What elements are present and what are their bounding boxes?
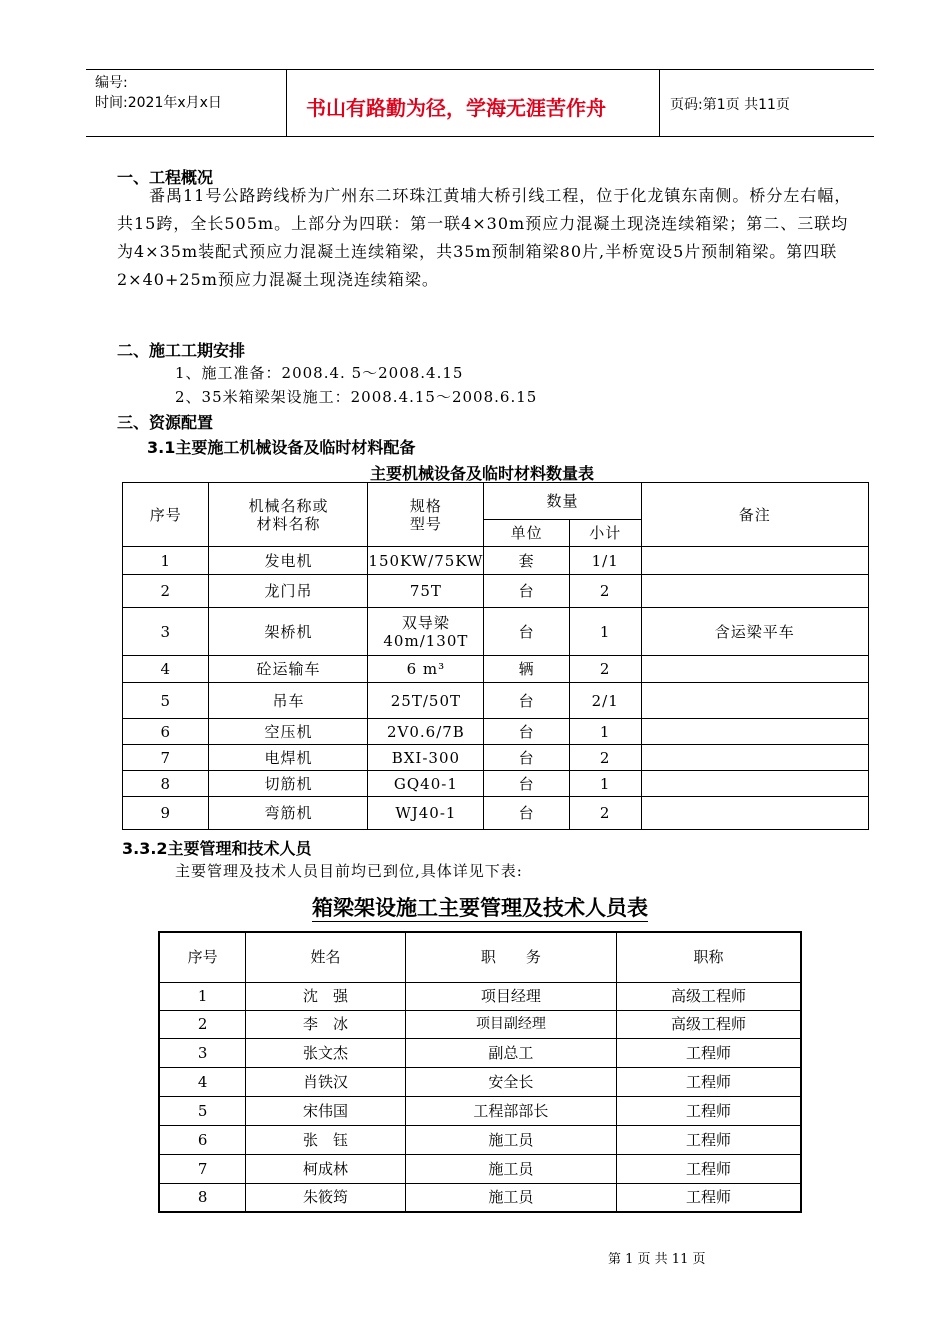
section-3-3-2-title: 3.3.2主要管理和技术人员 bbox=[122, 839, 312, 858]
table-row: 2 李 冰 项目副经理 高级工程师 bbox=[159, 1010, 801, 1038]
th-name: 姓名 bbox=[246, 932, 406, 982]
th-remark: 备注 bbox=[641, 483, 868, 547]
table-row: 1 沈 强 项目经理 高级工程师 bbox=[159, 982, 801, 1010]
equipment-table bbox=[122, 482, 869, 830]
th-no: 序号 bbox=[159, 932, 246, 982]
th-unit: 单位 bbox=[484, 520, 569, 547]
staff-table bbox=[158, 931, 802, 1213]
table-row: 1 发电机 150KW/75KW 套 1/1 bbox=[123, 547, 869, 575]
th-no: 序号 bbox=[123, 483, 209, 547]
table-row: 3 张文杰 副总工 工程师 bbox=[159, 1038, 801, 1067]
th-qty: 数量 bbox=[484, 483, 641, 520]
schedule-item-1: 1、施工准备：2008.4. 5～2008.4.15 bbox=[175, 364, 464, 382]
th-duty: 职 务 bbox=[405, 932, 616, 982]
table-row: 9 弯筋机 WJ40-1 台 2 bbox=[123, 797, 869, 830]
th-spec: 规格 型号 bbox=[368, 483, 484, 547]
th-name: 机械名称或 材料名称 bbox=[209, 483, 368, 547]
th-subtotal: 小计 bbox=[569, 520, 641, 547]
header-time: 时间:2021年x月x日 bbox=[95, 95, 222, 111]
table-row: 2 龙门吊 75T 台 2 bbox=[123, 575, 869, 608]
table-row: 3 架桥机 双导梁 40m/130T 台 1 含运梁平车 bbox=[123, 608, 869, 656]
header-page: 页码:第1页 共11页 bbox=[670, 97, 790, 113]
header-divider bbox=[659, 70, 660, 136]
table-row: 5 吊车 25T/50T 台 2/1 bbox=[123, 683, 869, 719]
section-3-3-2-paragraph: 主要管理及技术人员目前均已到位,具体详见下表: bbox=[175, 862, 523, 880]
table-1-caption: 主要机械设备及临时材料数量表 bbox=[370, 464, 595, 483]
section-3-1-title: 3.1主要施工机械设备及临时材料配备 bbox=[147, 438, 416, 457]
page-footer: 第 1 页 共 11 页 bbox=[608, 1252, 706, 1267]
table-row: 6 张 钰 施工员 工程师 bbox=[159, 1125, 801, 1154]
section-1-title: 一、工程概况 bbox=[117, 168, 214, 187]
table-row: 6 空压机 2V0.6/7B 台 1 bbox=[123, 719, 869, 745]
table-row: 4 砼运输车 6 m³ 辆 2 bbox=[123, 656, 869, 683]
header-number: 编号: bbox=[95, 75, 128, 91]
section-2-title: 二、施工工期安排 bbox=[117, 341, 246, 360]
section-1-paragraph: 番禺11号公路跨线桥为广州东二环珠江黄埔大桥引线工程，位于化龙镇东南侧。桥分左右幅，共15跨，全长505m。上部分为四联：第一联4×30m预应力混凝土现浇连续箱梁；第二、三联均为4×35m装配式预应力混凝土连续箱梁，共35m预制箱梁80片,半桥宽设5片预制箱梁。第四联2×40+25m预应力混凝土现浇连续箱梁。 bbox=[117, 186, 852, 289]
header-bottom-rule bbox=[86, 136, 874, 137]
header-divider bbox=[286, 70, 287, 136]
table-row: 8 切筋机 GQ40-1 台 1 bbox=[123, 771, 869, 797]
header-top-rule bbox=[86, 69, 874, 70]
table-row: 7 柯成林 施工员 工程师 bbox=[159, 1154, 801, 1183]
table-row: 5 宋伟国 工程部部长 工程师 bbox=[159, 1096, 801, 1125]
header-slogan: 书山有路勤为径，学海无涯苦作舟 bbox=[306, 96, 606, 120]
section-3-title: 三、资源配置 bbox=[117, 413, 214, 432]
table-row: 8 朱筱筠 施工员 工程师 bbox=[159, 1183, 801, 1212]
table-row: 7 电焊机 BXI-300 台 2 bbox=[123, 745, 869, 771]
schedule-item-2: 2、35米箱梁架设施工：2008.4.15～2008.6.15 bbox=[175, 388, 538, 406]
table-row: 4 肖铁汉 安全长 工程师 bbox=[159, 1067, 801, 1096]
th-title: 职称 bbox=[617, 932, 801, 982]
table-2-caption: 箱梁架设施工主要管理及技术人员表 bbox=[312, 896, 648, 920]
